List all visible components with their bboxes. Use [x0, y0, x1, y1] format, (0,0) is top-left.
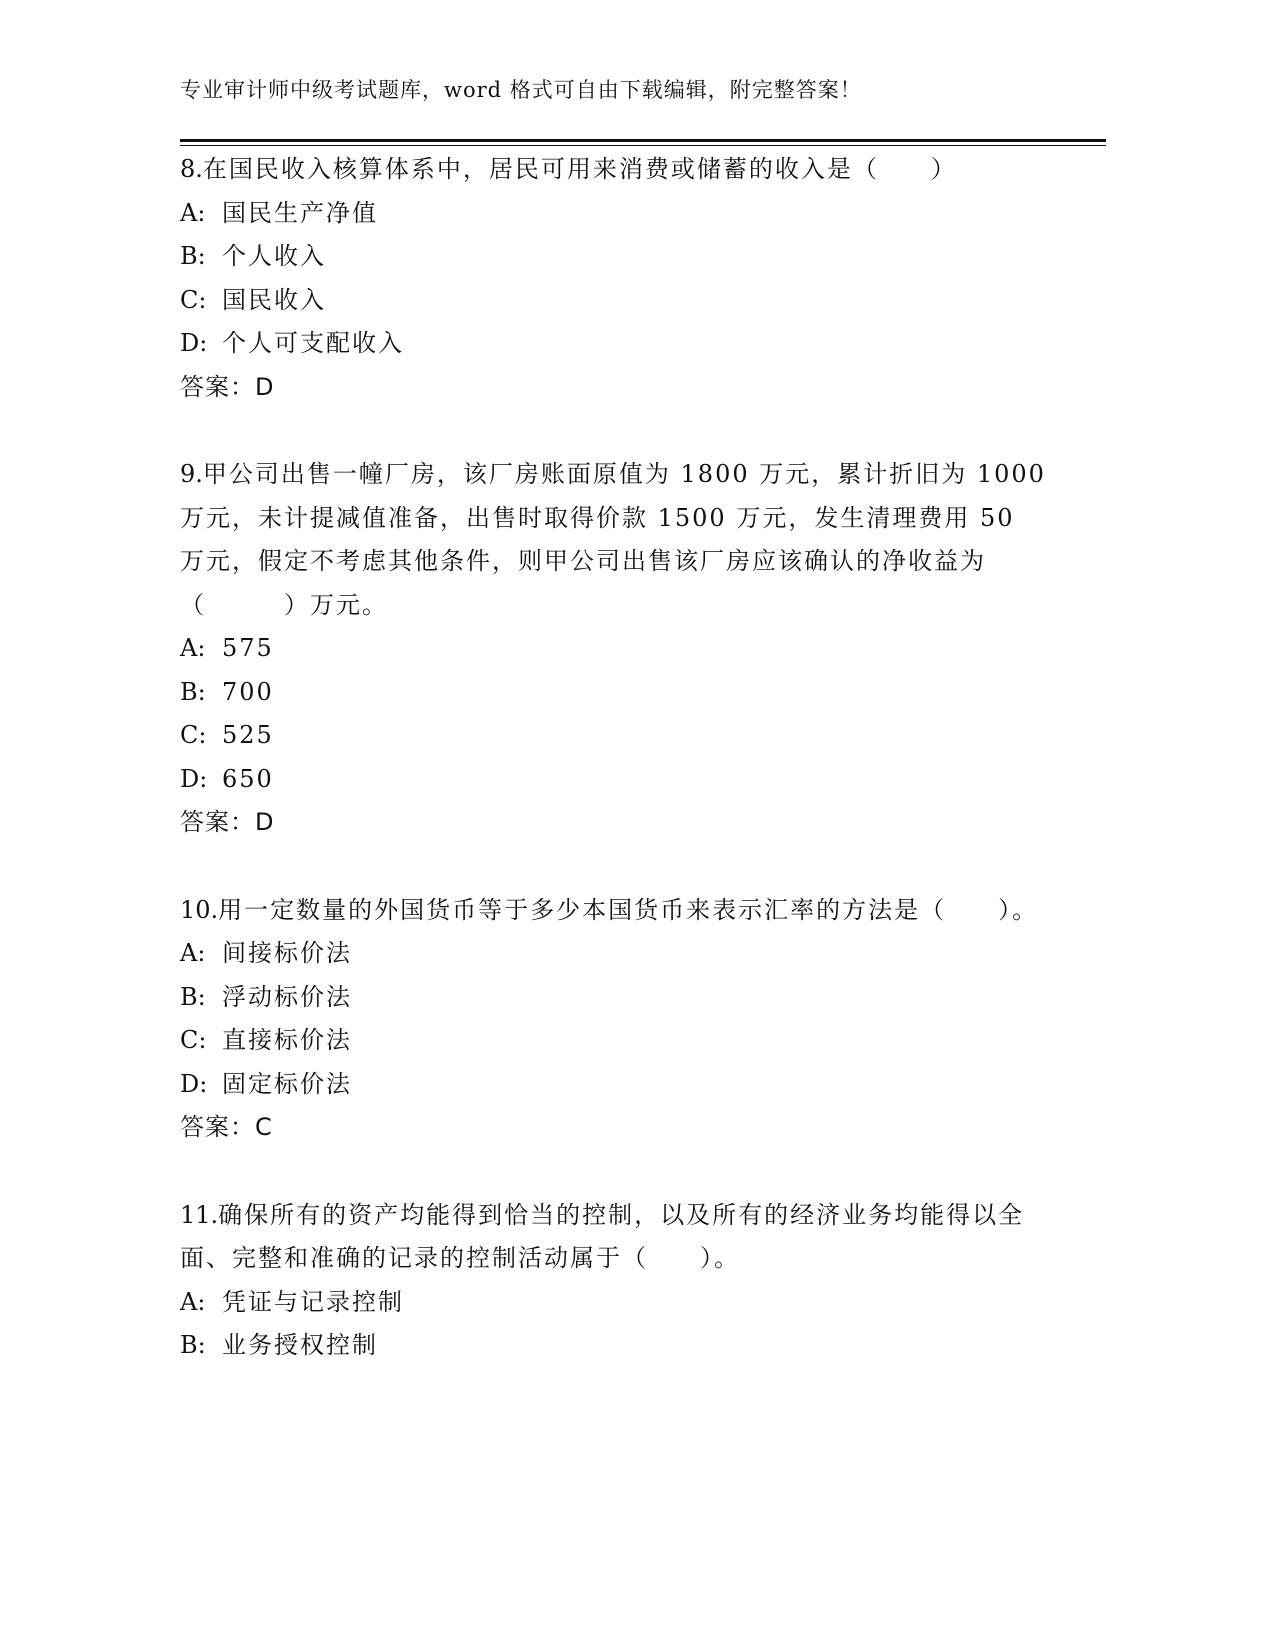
option-text: 凭证与记录控制 [222, 1287, 404, 1316]
option-letter: D: [180, 764, 208, 793]
option-item [180, 932, 1050, 976]
option-letter: A: [180, 939, 206, 967]
option-text: 575 [222, 634, 274, 662]
question-body: 甲公司出售一幢厂房，该厂房账面原值为 1800 万元，累计折旧为 1000 万元，未计提减值准备，出售时取得价款 1500 万元，发生清理费用 50 万元，假定不考虑其他条件，则甲公司出售该厂房应该确认的净收益为（ ）万元。 [180, 460, 1046, 619]
option-item [180, 192, 1050, 236]
option-item [180, 279, 1050, 323]
option-item [180, 758, 1050, 802]
option-letter: B: [180, 1331, 206, 1359]
question-text [180, 889, 1050, 933]
option-item [180, 235, 1050, 279]
question-item [180, 148, 1050, 409]
option-item [180, 322, 1050, 366]
answer-line: 答案：D [180, 808, 275, 836]
option-text: 650 [222, 764, 274, 793]
option-item [180, 1281, 1050, 1325]
option-item [180, 627, 1050, 671]
question-text [180, 453, 1050, 627]
question-list [180, 148, 1050, 1412]
option-letter: B: [180, 677, 206, 706]
option-letter: D: [180, 329, 208, 357]
option-letter: B: [180, 242, 206, 270]
page-header: 专业审计师中级考试题库，word 格式可自由下载编辑，附完整答案！ [180, 78, 862, 102]
option-text: 700 [222, 677, 274, 706]
option-letter: A: [180, 198, 206, 227]
question-body: 确保所有的资产均能得到恰当的控制，以及所有的经济业务均能得以全面、完整和准确的记录的控制活动属于（ ）。 [180, 1200, 1025, 1272]
header-rule-thin [180, 145, 1106, 146]
option-item [180, 1019, 1050, 1063]
option-letter: A: [180, 1287, 206, 1316]
question-number: 10. [180, 895, 219, 924]
option-text: 直接标价法 [222, 1026, 352, 1054]
option-letter: C: [180, 285, 207, 314]
option-item [180, 714, 1050, 758]
option-letter: B: [180, 982, 206, 1011]
option-text: 国民收入 [222, 285, 326, 314]
option-letter: A: [180, 634, 206, 662]
option-item [180, 976, 1050, 1020]
question-body: 用一定数量的外国货币等于多少本国货币来表示汇率的方法是（ ）。 [218, 895, 1039, 924]
question-number: 9. [180, 460, 203, 488]
option-text: 个人收入 [222, 242, 326, 270]
option-letter: C: [180, 721, 207, 749]
option-text: 525 [222, 721, 274, 749]
answer-line: 答案：C [180, 1113, 273, 1141]
question-number: 11. [180, 1200, 219, 1229]
question-item [180, 889, 1050, 1150]
header-rule-thick [180, 139, 1106, 142]
option-text: 间接标价法 [222, 939, 352, 967]
option-item [180, 671, 1050, 715]
option-text: 浮动标价法 [222, 982, 352, 1011]
option-item [180, 1063, 1050, 1107]
option-text: 业务授权控制 [222, 1331, 378, 1359]
option-text: 固定标价法 [222, 1069, 352, 1098]
question-number: 8. [180, 155, 203, 183]
option-letter: D: [180, 1069, 208, 1098]
option-letter: C: [180, 1026, 207, 1054]
question-item [180, 1194, 1050, 1368]
question-body: 在国民收入核算体系中，居民可用来消费或储蓄的收入是（ ） [202, 155, 957, 183]
question-text [180, 148, 1050, 192]
question-text [180, 1194, 1050, 1281]
option-text: 个人可支配收入 [222, 329, 404, 357]
question-item [180, 453, 1050, 845]
option-text: 国民生产净值 [222, 198, 378, 227]
option-item [180, 1324, 1050, 1368]
answer-line: 答案：D [180, 372, 275, 401]
